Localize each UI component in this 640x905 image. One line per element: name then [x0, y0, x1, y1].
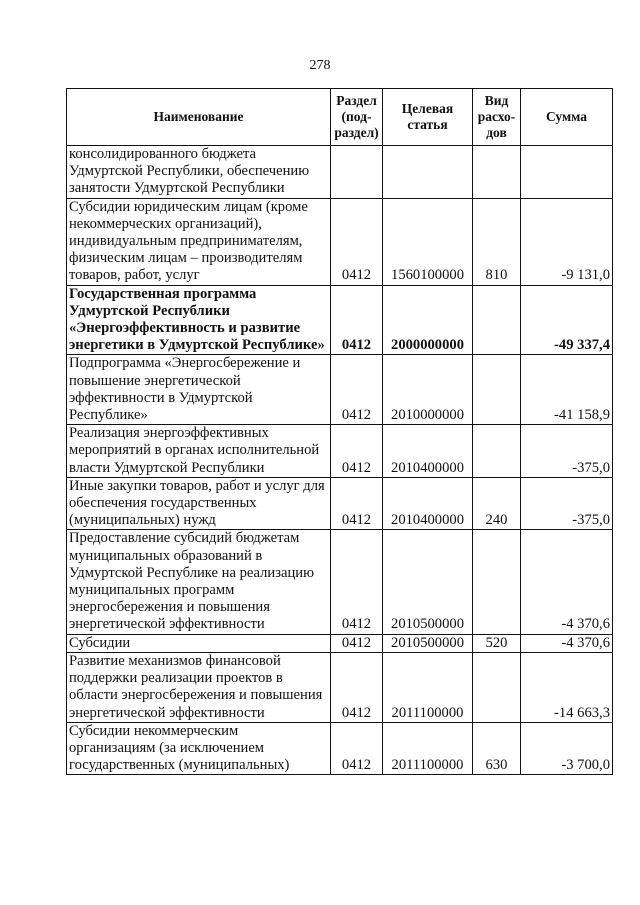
page-number: 278 — [309, 58, 331, 73]
table-row — [67, 722, 613, 775]
cell-razdel: 0412 — [331, 285, 383, 355]
cell-statya: 2000000000 — [383, 285, 473, 355]
cell-razdel: 0412 — [331, 634, 383, 652]
table-row — [67, 355, 613, 425]
table-row — [67, 530, 613, 634]
header-summa: Сумма — [521, 89, 613, 146]
header-vid: Вид расхо-дов — [473, 89, 521, 146]
cell-summa: -3 700,0 — [521, 722, 613, 775]
cell-vid: 520 — [473, 634, 521, 652]
table-row — [67, 477, 613, 530]
table-row — [67, 146, 613, 199]
cell-name: Субсидии юридическим лицам (кроме некоммерческих организаций), индивидуальным предпринимателям, физическим лицам – производителям товаров, работ, услуг — [67, 198, 331, 285]
cell-name: Иные закупки товаров, работ и услуг для обеспечения государственных (муниципальных) нужд — [67, 477, 331, 530]
table-row — [67, 285, 613, 355]
cell-vid: 630 — [473, 722, 521, 775]
header-statya: Целевая статья — [383, 89, 473, 146]
cell-statya: 2010400000 — [383, 425, 473, 478]
cell-vid — [473, 425, 521, 478]
budget-table — [66, 88, 613, 775]
cell-statya: 2011100000 — [383, 652, 473, 722]
cell-razdel: 0412 — [331, 722, 383, 775]
cell-summa: -375,0 — [521, 477, 613, 530]
cell-vid — [473, 652, 521, 722]
cell-vid — [473, 146, 521, 199]
cell-summa: -9 131,0 — [521, 198, 613, 285]
cell-statya: 2010500000 — [383, 530, 473, 634]
cell-razdel: 0412 — [331, 530, 383, 634]
table-row — [67, 425, 613, 478]
cell-statya: 2010400000 — [383, 477, 473, 530]
cell-summa: -375,0 — [521, 425, 613, 478]
cell-summa: -4 370,6 — [521, 634, 613, 652]
table-header-row — [67, 89, 613, 146]
cell-name: Субсидии — [67, 634, 331, 652]
cell-vid — [473, 355, 521, 425]
cell-razdel: 0412 — [331, 477, 383, 530]
cell-name: Субсидии некоммерческим организациям (за исключением государственных (муниципальных) — [67, 722, 331, 775]
cell-vid: 810 — [473, 198, 521, 285]
cell-razdel: 0412 — [331, 425, 383, 478]
cell-name: консолидированного бюджета Удмуртской Республики, обеспечению занятости Удмуртской Республики — [67, 146, 331, 199]
cell-razdel: 0412 — [331, 355, 383, 425]
table-row — [67, 634, 613, 652]
header-razdel: Раздел (под-раздел) — [331, 89, 383, 146]
header-name: Наименование — [67, 89, 331, 146]
cell-name: Государственная программа Удмуртской Республики «Энергоэффективность и развитие энергетики в Удмуртской Республике» — [67, 285, 331, 355]
cell-razdel: 0412 — [331, 198, 383, 285]
cell-name: Развитие механизмов финансовой поддержки реализации проектов в области энергосбережения и повышения энергетической эффективности — [67, 652, 331, 722]
cell-statya — [383, 146, 473, 199]
cell-statya: 2010000000 — [383, 355, 473, 425]
cell-razdel: 0412 — [331, 652, 383, 722]
cell-vid — [473, 530, 521, 634]
cell-statya: 1560100000 — [383, 198, 473, 285]
cell-summa: -49 337,4 — [521, 285, 613, 355]
cell-vid: 240 — [473, 477, 521, 530]
cell-name: Подпрограмма «Энергосбережение и повышение энергетической эффективности в Удмуртской Республике» — [67, 355, 331, 425]
cell-summa — [521, 146, 613, 199]
cell-summa: -14 663,3 — [521, 652, 613, 722]
cell-name: Реализация энергоэффективных мероприятий в органах исполнительной власти Удмуртской Республики — [67, 425, 331, 478]
table-row — [67, 198, 613, 285]
cell-statya: 2010500000 — [383, 634, 473, 652]
cell-name: Предоставление субсидий бюджетам муниципальных образований в Удмуртской Республике на реализацию муниципальных программ энергосбережения и повышения энергетической эффективности — [67, 530, 331, 634]
cell-summa: -4 370,6 — [521, 530, 613, 634]
cell-razdel — [331, 146, 383, 199]
cell-vid — [473, 285, 521, 355]
cell-statya: 2011100000 — [383, 722, 473, 775]
table-row — [67, 652, 613, 722]
cell-summa: -41 158,9 — [521, 355, 613, 425]
